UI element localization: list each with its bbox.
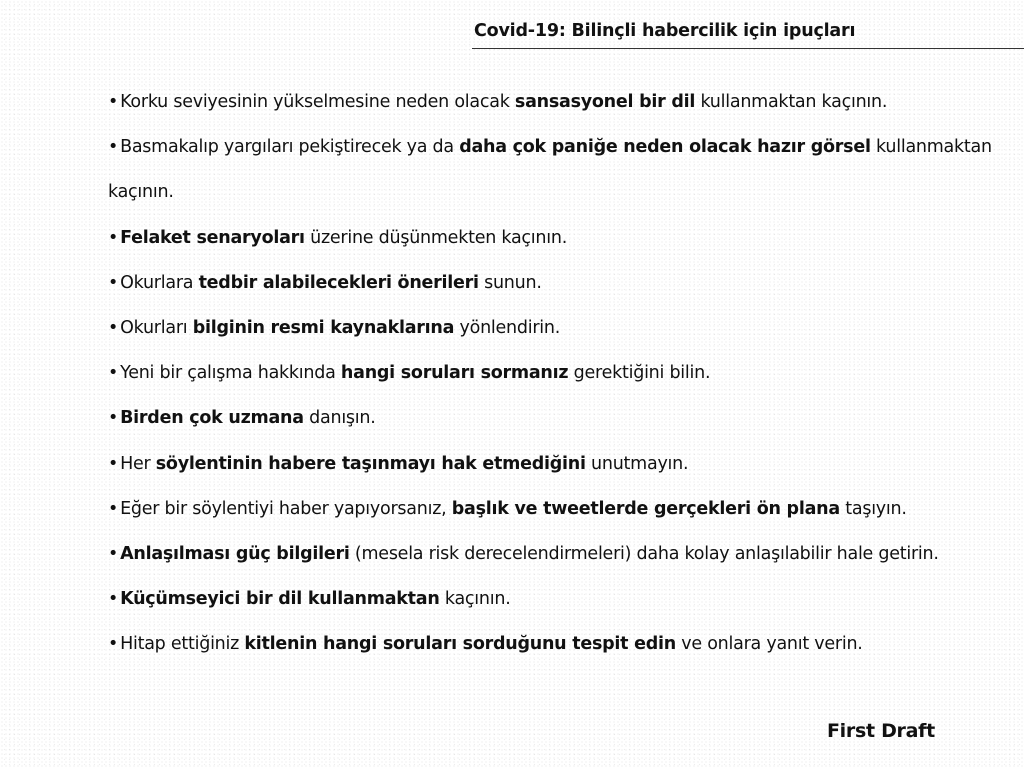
text-segment: Korku seviyesinin yükselmesine neden olacak <box>120 92 515 112</box>
list-item <box>108 532 1020 577</box>
list-item <box>108 487 1020 532</box>
header <box>472 18 1024 49</box>
text-segment: kullanmaktan kaçının. <box>695 92 888 112</box>
list-item <box>108 261 1020 306</box>
bold-text: tedbir alabilecekleri önerileri <box>198 272 479 293</box>
bold-text: Küçümseyici bir dil kullanmaktan <box>120 589 440 610</box>
list-item <box>108 80 1020 125</box>
text-segment: kaçının. <box>439 589 511 610</box>
text-segment: Okurları <box>120 318 193 339</box>
bold-text: kitlenin hangi soruları sorduğunu tespit edin <box>244 634 676 655</box>
bullet-icon: • <box>108 544 119 565</box>
list-item <box>108 577 1020 622</box>
bullet-icon: • <box>108 137 119 158</box>
text-segment: yönlendirin. <box>454 318 561 339</box>
text-segment: Okurlara <box>120 272 199 293</box>
text-segment: Her <box>120 453 156 474</box>
bullet-icon: • <box>108 634 119 655</box>
text-segment: üzerine düşünmekten kaçının. <box>304 227 568 248</box>
bullet-icon: • <box>108 227 119 248</box>
bullet-icon: • <box>108 363 119 384</box>
list-item <box>108 396 1020 441</box>
text-segment: Hitap ettiğiniz <box>120 634 245 655</box>
text-segment: ve onlara yanıt verin. <box>675 634 863 655</box>
list-item <box>108 216 1020 261</box>
list-item <box>108 442 1020 487</box>
page-title: Covid-19: Bilinçli habercilik için ipuçları <box>474 21 856 41</box>
bold-text: söylentinin habere taşınmayı hak etmediğini <box>155 453 586 474</box>
list-item <box>108 351 1020 396</box>
bullet-icon: • <box>108 92 119 112</box>
text-segment: (mesela risk derecelendirmeleri) daha kolay anlaşılabilir hale getirin. <box>349 544 939 565</box>
bold-text: Felaket senaryoları <box>120 227 305 248</box>
text-segment: Eğer bir söylentiyi haber yapıyorsanız, <box>120 498 452 519</box>
bold-text: daha çok paniğe neden olacak hazır görsel <box>459 137 871 158</box>
bullet-icon: • <box>108 453 119 474</box>
brand-logo-text: First Draft <box>827 720 935 742</box>
text-segment: Yeni bir çalışma hakkında <box>120 363 341 384</box>
bold-text: bilginin resmi kaynaklarına <box>192 318 455 339</box>
text-segment: unutmayın. <box>585 453 689 474</box>
bold-text: başlık ve tweetlerde gerçekleri ön plana <box>451 498 840 519</box>
bullet-icon: • <box>108 408 119 429</box>
tips-list <box>108 80 1020 668</box>
text-segment: danışın. <box>303 408 376 429</box>
bullet-icon: • <box>108 318 119 339</box>
bold-text: Anlaşılması güç bilgileri <box>120 544 350 565</box>
text-segment: sunun. <box>478 272 542 293</box>
bullet-icon: • <box>108 589 119 610</box>
list-item <box>108 125 1020 215</box>
text-segment: kullanmaktan kaçının. <box>108 137 992 203</box>
bold-text: sansasyonel bir dil <box>514 92 696 112</box>
list-item <box>108 622 1020 667</box>
bold-text: Birden çok uzmana <box>120 408 304 429</box>
bold-text: hangi soruları sormanız <box>340 363 569 384</box>
text-segment: taşıyın. <box>839 498 907 519</box>
list-item <box>108 306 1020 351</box>
text-segment: gerektiğini bilin. <box>568 363 711 384</box>
bullet-icon: • <box>108 498 119 519</box>
text-segment: Basmakalıp yargıları pekiştirecek ya da <box>120 137 460 158</box>
bullet-icon: • <box>108 272 119 293</box>
